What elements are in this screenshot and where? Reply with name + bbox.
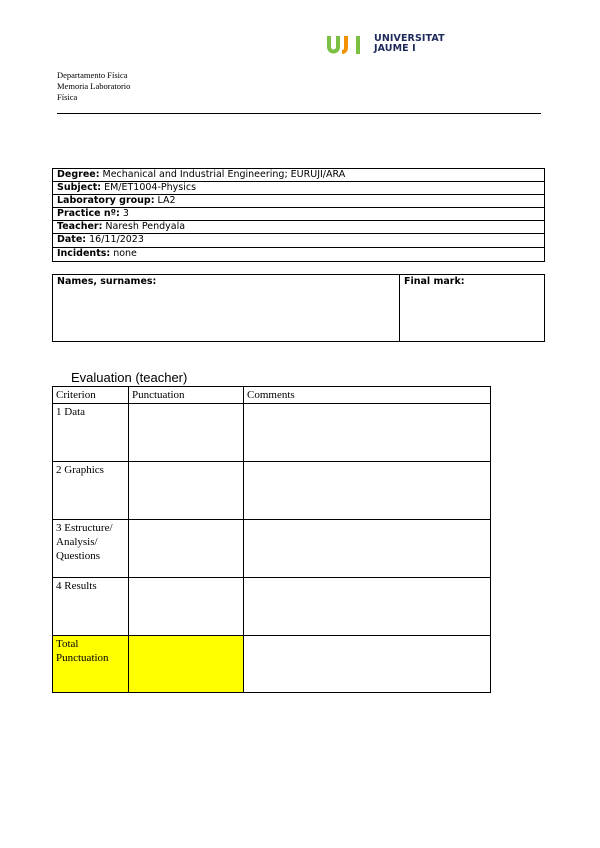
info-row-lab-group <box>53 195 544 208</box>
header-comments: Comments <box>244 387 491 404</box>
info-label: Laboratory group: <box>57 195 155 207</box>
total-label: Total <box>56 638 79 650</box>
info-row-subject <box>53 182 544 195</box>
info-value: LA2 <box>154 195 176 207</box>
info-label: Degree: <box>57 169 100 180</box>
final-mark-field[interactable] <box>400 275 544 341</box>
criterion-label: Questions <box>56 550 100 562</box>
criterion-label: 2 Graphics <box>56 464 104 476</box>
comments-cell[interactable] <box>244 520 491 578</box>
info-label: Incidents: <box>57 247 111 259</box>
criterion-cell <box>53 462 129 520</box>
criterion-label: 3 Estructure/ <box>56 522 113 534</box>
punctuation-cell[interactable] <box>129 578 244 636</box>
info-label: Subject: <box>57 182 102 194</box>
total-label-cell <box>53 636 129 693</box>
department-line2: Memoria Laboratorio <box>57 81 131 91</box>
university-name <box>374 34 445 54</box>
names-box <box>52 274 545 342</box>
department-line3: Física <box>57 92 78 102</box>
header-punctuation: Punctuation <box>129 387 244 404</box>
evaluation-table <box>52 386 491 693</box>
info-value: Mechanical and Industrial Engineering; EURUJI/ARA <box>99 169 346 180</box>
info-row-date <box>53 234 544 247</box>
comments-cell[interactable] <box>244 462 491 520</box>
table-row <box>53 520 491 578</box>
criterion-cell <box>53 578 129 636</box>
info-label: Teacher: <box>57 221 103 233</box>
punctuation-cell[interactable] <box>129 462 244 520</box>
table-row <box>53 578 491 636</box>
department-line1: Departamento Física <box>57 70 128 80</box>
info-label: Date: <box>57 234 87 246</box>
info-row-teacher <box>53 221 544 234</box>
header-criterion: Criterion <box>53 387 129 404</box>
names-field[interactable] <box>53 275 400 341</box>
info-row-practice <box>53 208 544 221</box>
criterion-label: 1 Data <box>56 406 86 418</box>
university-name-line1: UNIVERSITAT <box>374 33 445 44</box>
header-divider <box>57 113 541 114</box>
criterion-label: 4 Results <box>56 580 97 592</box>
total-comments-cell[interactable] <box>244 636 491 693</box>
names-label: Names, surnames: <box>57 276 157 287</box>
university-logo <box>326 33 451 57</box>
final-mark-label: Final mark: <box>404 276 465 287</box>
table-row <box>53 404 491 462</box>
course-info-table <box>52 168 545 262</box>
department-header <box>57 70 130 103</box>
uji-logo-mark-icon <box>326 35 370 55</box>
total-label: Punctuation <box>56 652 109 664</box>
criterion-label: Analysis/ <box>56 536 98 548</box>
info-value: EM/ET1004-Physics <box>101 182 197 194</box>
criterion-cell <box>53 404 129 462</box>
total-punctuation-cell[interactable] <box>129 636 244 693</box>
info-row-incidents <box>53 248 544 261</box>
total-row <box>53 636 491 693</box>
university-name-line2: JAUME I <box>374 43 416 54</box>
table-row <box>53 462 491 520</box>
info-value: Naresh Pendyala <box>102 221 186 233</box>
criterion-cell <box>53 520 129 578</box>
info-value: none <box>110 247 137 259</box>
comments-cell[interactable] <box>244 578 491 636</box>
evaluation-header-row <box>53 387 491 404</box>
comments-cell[interactable] <box>244 404 491 462</box>
punctuation-cell[interactable] <box>129 404 244 462</box>
info-value: 3 <box>119 208 129 220</box>
info-row-degree <box>53 169 544 182</box>
info-value: 16/11/2023 <box>86 234 144 246</box>
punctuation-cell[interactable] <box>129 520 244 578</box>
info-label: Practice nº: <box>57 208 120 220</box>
evaluation-title: Evaluation (teacher) <box>71 370 188 385</box>
